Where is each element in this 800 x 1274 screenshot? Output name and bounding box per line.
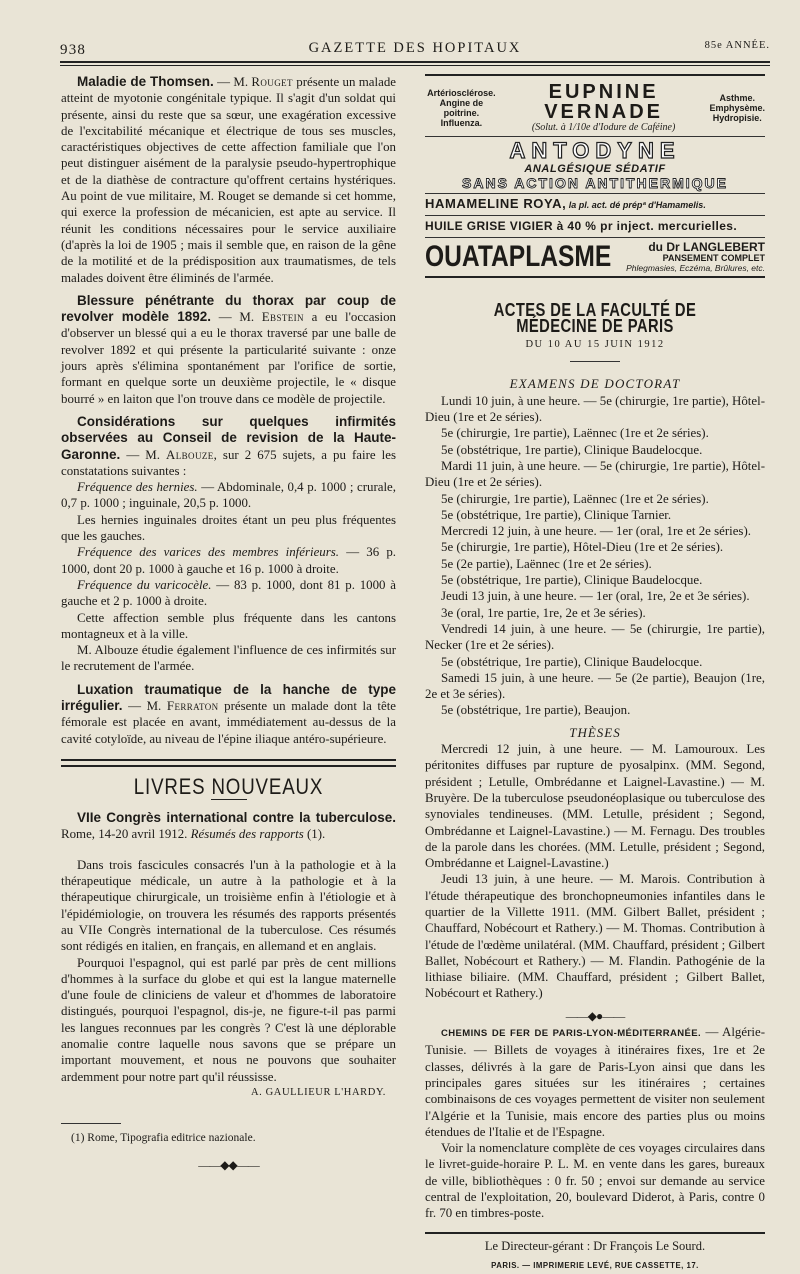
livres-heading: LIVRES NOUVEAUX — [133, 773, 324, 799]
examen-entry: Mardi 11 juin, à une heure. — 5e (chirurgie, 1re partie), Hôtel-Dieu (1re et 2e séries). — [425, 458, 765, 490]
eupnine-indications-right: Asthme. Emphysème. Hydropisie. — [709, 92, 765, 123]
hernies-gauches: Les hernies inguinales droites étant un peu plus fréquentes que les gauches. — [61, 512, 396, 544]
footnote-rule — [61, 1123, 121, 1124]
signature: A. GAULLIEUR L'HARDY. — [250, 1086, 386, 1098]
these-entry: Jeudi 13 juin, à une heure. — M. Marois. Contribution à l'étude thérapeutique des bronchopneumonies infantiles dans le quartier de la Villette 1911. (MM. Gilbert Ballet, président ; Chauffard, Nobécourt et Rathery.) — M. Thomas. Contribution à l'étude de l'œdème unilatéral. (MM. Chauffard, président ; Gilbert Ballet, Nobécourt et Rathery.) — M. Flandin. Pathogénie de la lithiase biliaire. (MM. Chauffard, président ; Gilbert Ballet, Nobécourt et Rathery.) — [425, 872, 765, 1001]
ouataplasme-brand: OUATAPLASME — [425, 239, 612, 273]
ad-antodyne-sub: ANALGÉSIQUE SÉDATIF — [524, 163, 666, 175]
eupnine-indications-left: Artériosclérose. Angine de poitrine. Influenza. — [427, 87, 496, 128]
heading-underline — [211, 799, 247, 800]
ad-antodyne: ANTODYNE — [509, 138, 681, 163]
examen-entry: Vendredi 14 juin, à une heure. — 5e (chirurgie, 1re partie), Necker (1re et 2e séries). — [425, 621, 765, 653]
chemins-de-fer: CHEMINS DE FER DE PARIS-LYON-MÉDITERRANÉE. — Algérie-Tunisie. — Billets de voyages à itinéraires fixes, 1re et 2e classes, délivrés à la gare de Paris-Lyon ainsi que dans les principales gares situées sur les itinéraires ; certaines combinaisons de ces voyages permettent de visiter non seulement l'Algérie et la Tunisie, mais encore des parties plus ou moins étendues de l'Italie et de l'Espagne. — [425, 1025, 765, 1139]
ad-huile-grise: HUILE GRISE VIGIER à 40 % pr inject. mercurielles. — [425, 216, 765, 237]
cette-affection: Cette affection semble plus fréquente dans les cantons montagneux et à la ville. — [61, 610, 396, 641]
examen-entry: 5e (obstétrique, 1re partie), Clinique Baudelocque. — [441, 654, 703, 669]
article-luxation: Luxation traumatique de la hanche de type irrégulier. — M. Ferraton présente un malade dont la tête fémorale est placée en avant, immédiatement au-dessus de la cavité cotyloïde, au niveau de l'épine iliaque antéro-supérieure. — [61, 681, 396, 746]
ad-hamameline: HAMAMELINE ROYA, la pl. act. dé prépª d'Hamamelis. — [425, 194, 765, 216]
article-thomsen: Maladie de Thomsen. — M. Rouget présente un malade atteint de myotonie congénitale typique. Il s'agit d'un soldat qui présente, ainsi du reste que sa sœur, une exagération excessive de l'excitabilité mécanique et électrique de tous ses muscles, caractéristiques objectives de cette affection familiale que l'on peut distinguer aisément de la paralysie pseudo-hypertrophique et de la diathèse de contracture qu'offrent certains hystériques. Au point de vue militaire, M. Rouget se demande si cet homme, qui exerce la profession de mécanicien, est apte au service. Il réunit les conditions nécessaires pour le service auxiliaire (d'après la loi de 1905 ; mais il semble que, en raison de la gêne de la motilité et de la prédisposition aux traumatismes, de tels malades doivent être éliminés de l'armée. — [61, 74, 396, 285]
actes-date: DU 10 AU 15 JUIN 1912 — [525, 339, 665, 351]
examen-entry: 5e (chirurgie, 1re partie), Laënnec (1re et 2e séries). — [441, 491, 709, 506]
eupnine-brand: EUPNINE VERNADE (Solut. à 1/10e d'Iodure de Caféine) — [531, 81, 676, 133]
livres-para1: Dans trois fascicules consacrés l'un à la pathologie et à la thérapeutique médicale, un autre à la pathologie et à la thérapeutique chirurgicale, un troisième enfin à l'étiologie et à l'épidémiologie, on trouvera les résumés des rapports présentés au VIIe Congrès international de la tuberculose. Ces résumés sont rédigés en italien, en français, en allemand et en anglais. — [61, 857, 396, 954]
section-rule — [61, 759, 396, 767]
journal-title: GAZETTE DES HOPITAUX — [308, 40, 522, 56]
header-rule-thin — [60, 65, 770, 66]
examen-entry: Mercredi 12 juin, à une heure. — 1er (oral, 1re et 2e séries). — [441, 524, 751, 539]
chemins-de-fer-2: Voir la nomenclature complète de ces voyages circulaires dans le livret-guide-horaire P. L. M. en vente dans les gares, bureaux de ville, bibliothèques : 0 fr. 50 ; envoi sur demande au service central de l'exploitation, 20, boulevard Diderot, à Paris, contre 0 fr. 70 en timbres-poste. — [425, 1141, 765, 1221]
freq-hernies: Fréquence des hernies. — Abdominale, 0,4 p. 1000 ; crurale, 0,7 p. 1000 ; inguinale, 20,5 p. 1000. — [61, 480, 396, 511]
left-column — [61, 74, 396, 1173]
footnote: (1) Rome, Tipografia editrice nazionale. — [71, 1132, 256, 1145]
examen-entry: 5e (2e partie), Laënnec (1re et 2e séries). — [441, 556, 652, 571]
ornament-divider: ——◆●—— — [565, 1008, 625, 1023]
examens-list — [425, 393, 765, 719]
advertisement-block — [425, 74, 765, 278]
examen-entry: 3e (oral, 1re partie, 1re, 2e et 3e séries). — [441, 605, 646, 620]
directeur-gerant: Le Directeur-gérant : Dr François Le Sourd. — [484, 1238, 706, 1253]
footer-rule — [425, 1232, 765, 1234]
journal-year: 85e ANNÉE. — [704, 40, 770, 51]
ouataplasme-info: du Dr LANGLEBERT PANSEMENT COMPLET Phlegmasies, Eczéma, Brûlures, etc. — [626, 239, 765, 273]
ad-sans-action: SANS ACTION ANTITHERMIQUE — [425, 175, 765, 194]
livres-para2: Pourquoi l'espagnol, qui est parlé par près de cent millions d'hommes à la surface du globe et qui est la langue maternelle d'une foule de cliniciens de valeur et d'hommes de laboratoire distingués, pourquoi l'espagnol, dis-je, ne figure-t-il pas parmi les langues reconnues par les congrès ? C'est là une déplorable anomalie contre laquelle nous savons que se prépare un important mouvement, et nous ne pouvons que souhaiter ardemment pour notre part qu'il réussisse. — [61, 955, 396, 1084]
examens-heading: EXAMENS DE DOCTORAT — [509, 376, 681, 392]
page-number: 938 — [60, 42, 87, 58]
article-blessure: Blessure pénétrante du thorax par coup de revolver modèle 1892. — M. Ebstein a eu l'occasion d'observer un blessé qui a eu le thorax traversé par une balle de revolver 1892 et qui présente la particularité suivante : onze jours après s'élimina spontanément par l'orifice de sortie, formant en quelque sorte un deuxième projectile, le « disque bourré » en laiton que l'on trouve dans ce modèle de projectile. — [61, 292, 396, 406]
ornament-divider: ——◆◆—— — [198, 1157, 259, 1172]
actes-rule — [570, 361, 620, 362]
actes-heading: ACTES DE LA FACULTÉ DE MÉDECINE DE PARIS — [493, 299, 697, 336]
examen-entry: 5e (chirurgie, 1re partie), Laënnec (1re et 2e séries). — [441, 426, 709, 441]
examen-entry: Samedi 15 juin, à une heure. — 5e (2e partie), Beaujon (1re, 2e et 3e séries). — [425, 670, 765, 702]
these-entry: Mercredi 12 juin, à une heure. — M. Lamouroux. Les péritonites diffuses par rupture de pyosalpinx. (MM. Segond, président ; Letulle, Ombrédanne et Laignel-Lavastine.) — M. Bruyère. De la tuberculose pseudonéoplasique ou tuberculose des synoviales tendineuses. (MM. Letulle, président ; Segond, Ombrédanne et Laignel-Lavastine.) — M. Fernagu. Des troubles de la parole dans les chorées. (MM. Letulle, président ; Segond, Ombrédanne et Laignel-Lavastine.) — [425, 742, 765, 871]
examen-entry: 5e (obstétrique, 1re partie), Clinique Tarnier. — [441, 507, 672, 522]
examen-entry: 5e (chirurgie, 1re partie), Hôtel-Dieu (1re et 2e séries). — [441, 540, 724, 555]
examen-entry: 5e (obstétrique, 1re partie), Clinique Baudelocque. — [441, 573, 703, 588]
examen-entry: Jeudi 13 juin, à une heure. — 1er (oral, 1re, 2e et 3e séries). — [441, 589, 750, 604]
examen-entry: Lundi 10 juin, à une heure. — 5e (chirurgie, 1re partie), Hôtel-Dieu (1re et 2e séries). — [425, 393, 765, 425]
imprimerie: PARIS. — IMPRIMERIE LEVÉ, RUE CASSETTE, 17. — [491, 1260, 699, 1270]
freq-varicocele: Fréquence du varicocèle. — 83 p. 1000, dont 81 p. 1000 à gauche et 2 p. 1000 à droite. — [61, 577, 396, 609]
albouze-etudie: M. Albouze étudie également l'influence de ces infirmités sur le recrutement de l'armée. — [61, 643, 396, 674]
right-column — [425, 74, 765, 1274]
examen-entry: 5e (obstétrique, 1re partie), Clinique Baudelocque. — [441, 442, 703, 457]
theses-heading: THÈSES — [569, 724, 621, 740]
freq-varices: Fréquence des varices des membres inférieurs. — 36 p. 1000, dont 20 p. 1000 à gauche et 16 p. 1000 à droite. — [61, 545, 396, 576]
running-header — [60, 34, 770, 58]
article-considerations: Considérations sur quelques infirmités observées au Conseil de revision de la Haute-Garonne. — M. Albouze, sur 2 675 sujets, a pu faire les constatations suivantes : — [61, 413, 397, 478]
congres-entry: VIIe Congrès international contre la tuberculose. Rome, 14-20 avril 1912. Résumés des rapports (1). — [61, 810, 396, 842]
header-rule — [60, 61, 770, 63]
ad-ouataplasme — [425, 238, 765, 274]
examen-entry: 5e (obstétrique, 1re partie), Beaujon. — [441, 703, 631, 718]
ad-eupnine — [425, 80, 765, 137]
